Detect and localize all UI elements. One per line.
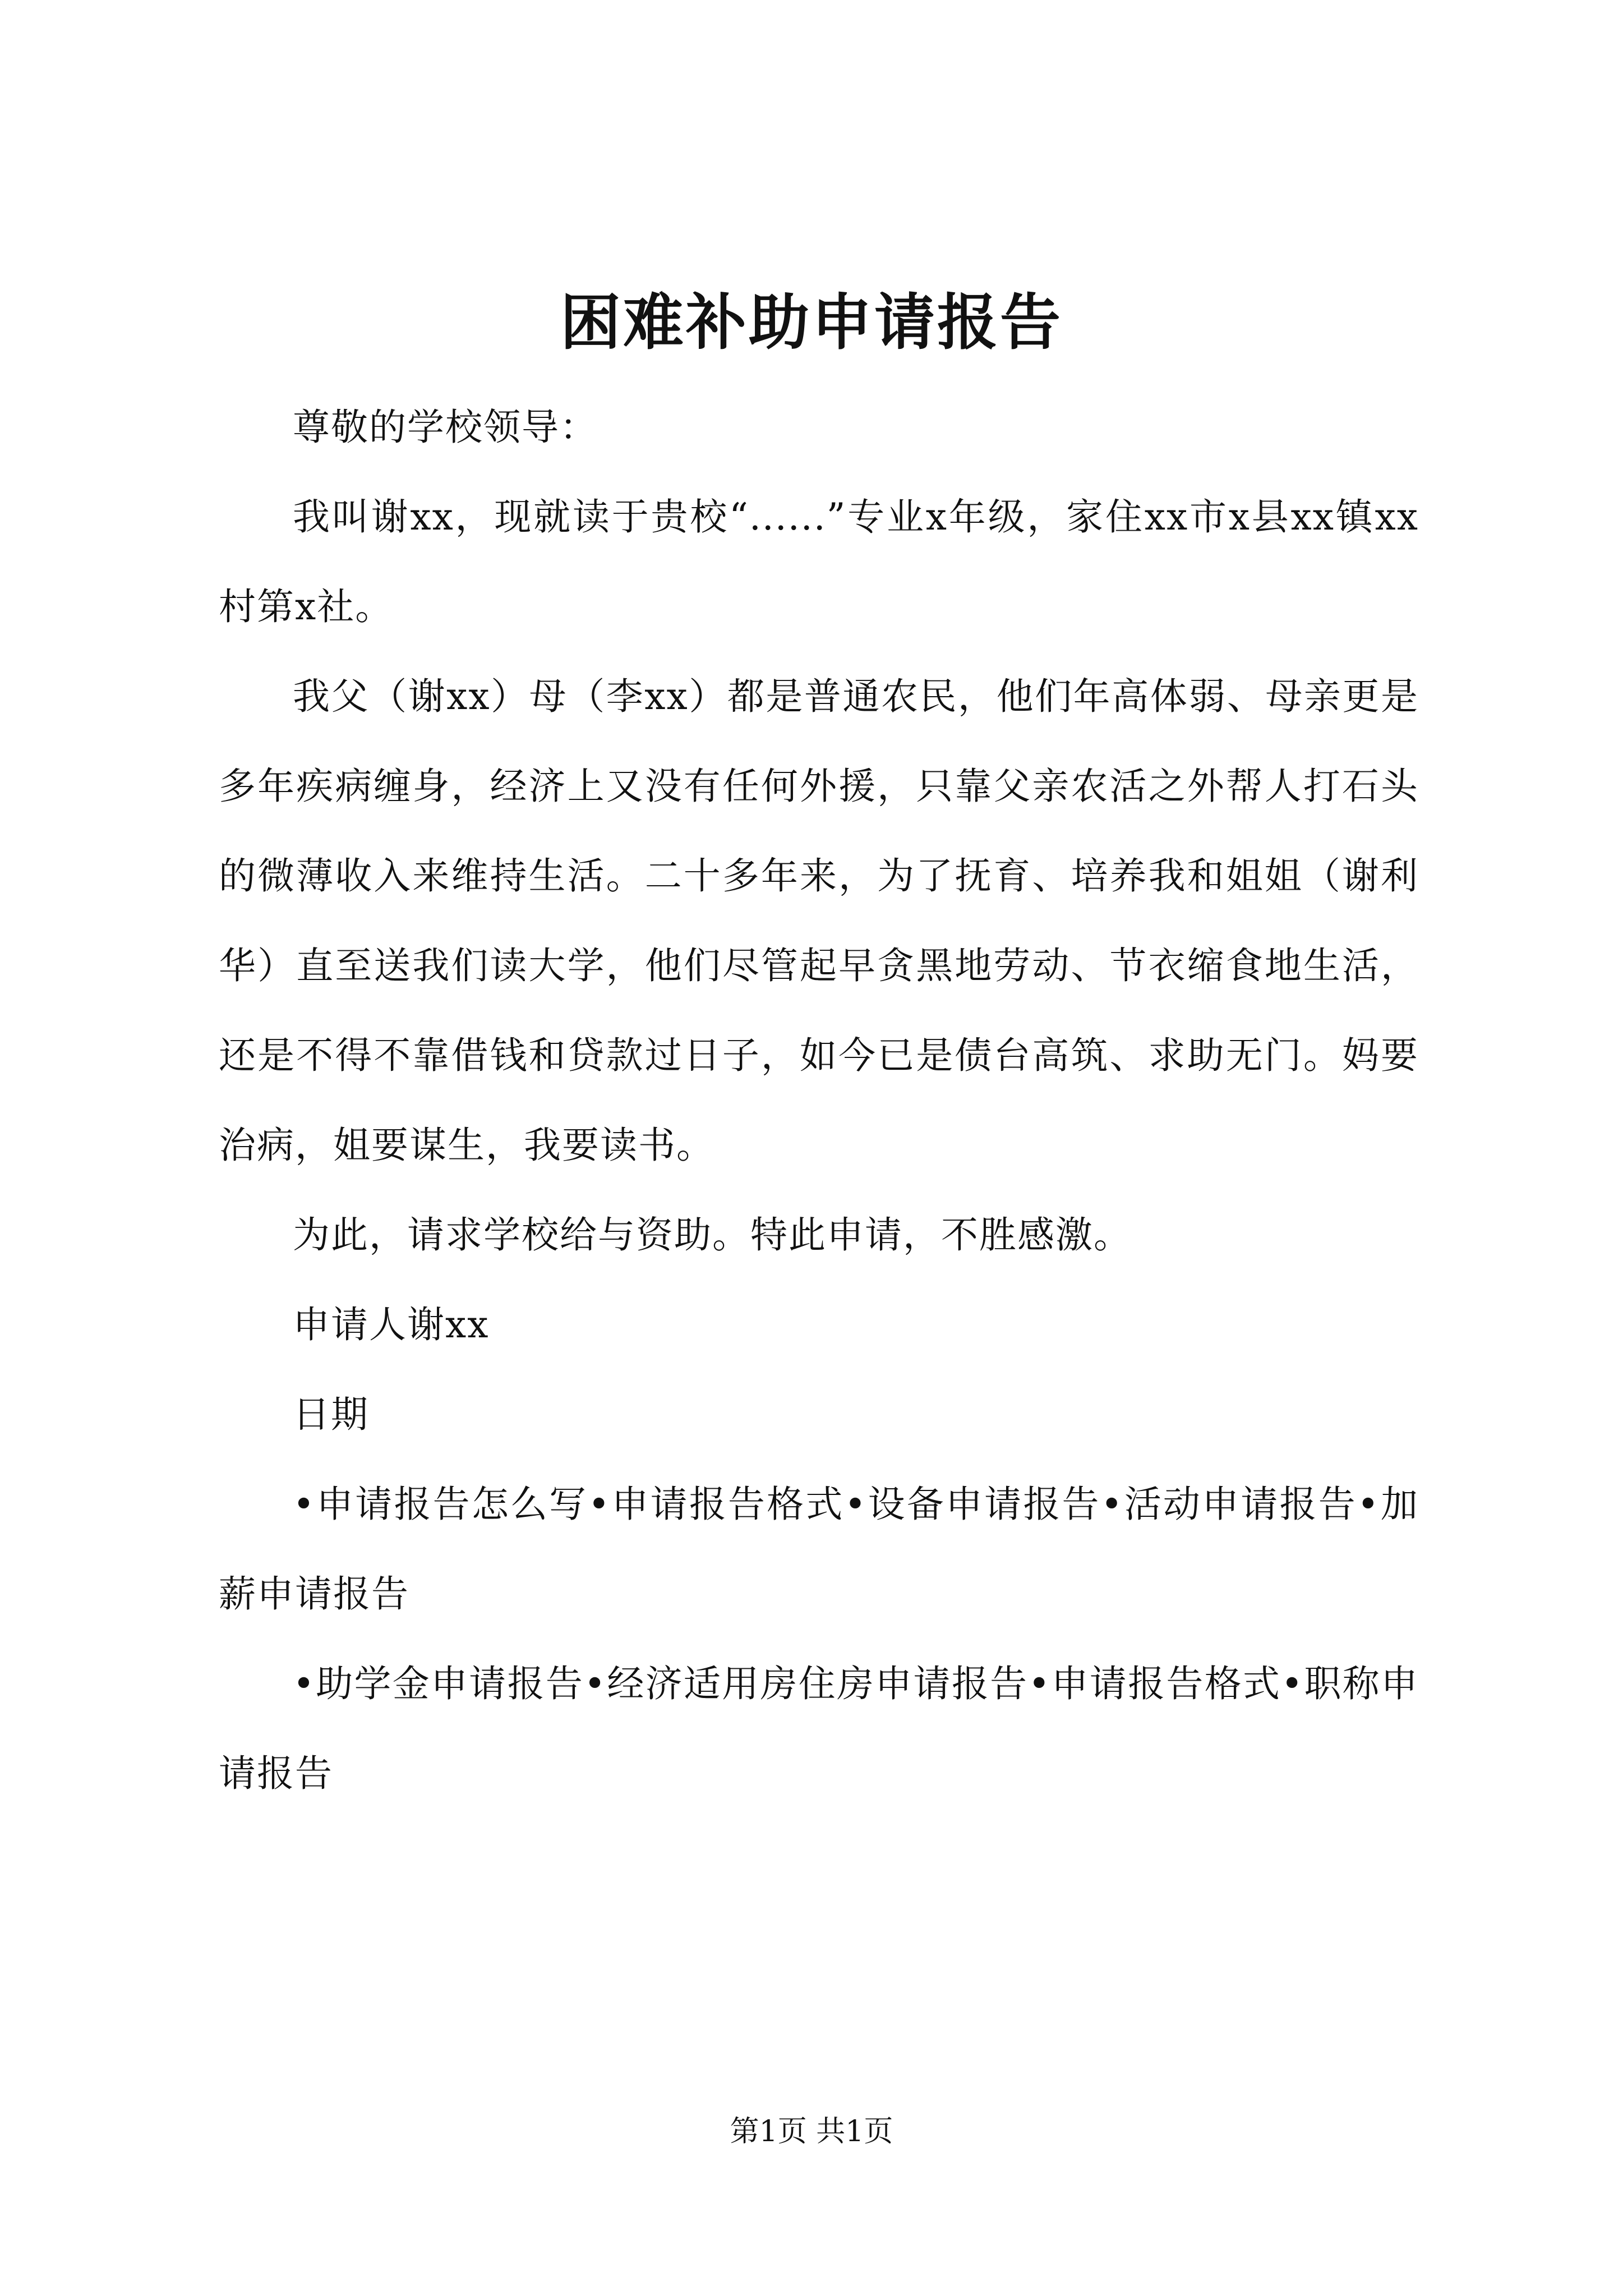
date-label: 日期 xyxy=(293,1393,369,1436)
document-body xyxy=(219,383,1419,1819)
paragraph-intro: 我叫谢xx，现就读于贵校“......”专业x年级，家住xx市x县xx镇xx村第x社。 xyxy=(219,495,1419,628)
paragraph-request: 为此，请求学校给与资助。特此申请，不胜感激。 xyxy=(293,1213,1132,1257)
document-title: 困难补助申请报告 xyxy=(560,287,1063,358)
related-links-2: •助学金申请报告•经济适用房住房申请报告•申请报告格式•职称申请报告 xyxy=(219,1662,1419,1795)
salutation: 尊敬的学校领导： xyxy=(293,406,598,449)
page-number-footer: 第1页 共1页 xyxy=(730,2115,893,2148)
paragraph-family-situation: 我父（谢xx）母（李xx）都是普通农民，他们年高体弱、母亲更是多年疾病缠身，经济上又没有任何外援，只靠父亲农活之外帮人打石头的微薄收入来维持生活。二十多年来，为了抚育、培养我和姐姐（谢利华）直至送我们读大学，他们尽管起早贪黑地劳动、节衣缩食地生活，还是不得不靠借钱和贷款过日子，如今已是债台高筑、求助无门。妈要治病，姐要谋生，我要读书。 xyxy=(219,675,1419,1167)
signature: 申请人谢xx xyxy=(293,1303,490,1346)
related-links-1: •申请报告怎么写•申请报告格式•设备申请报告•活动申请报告•加薪申请报告 xyxy=(219,1483,1419,1616)
